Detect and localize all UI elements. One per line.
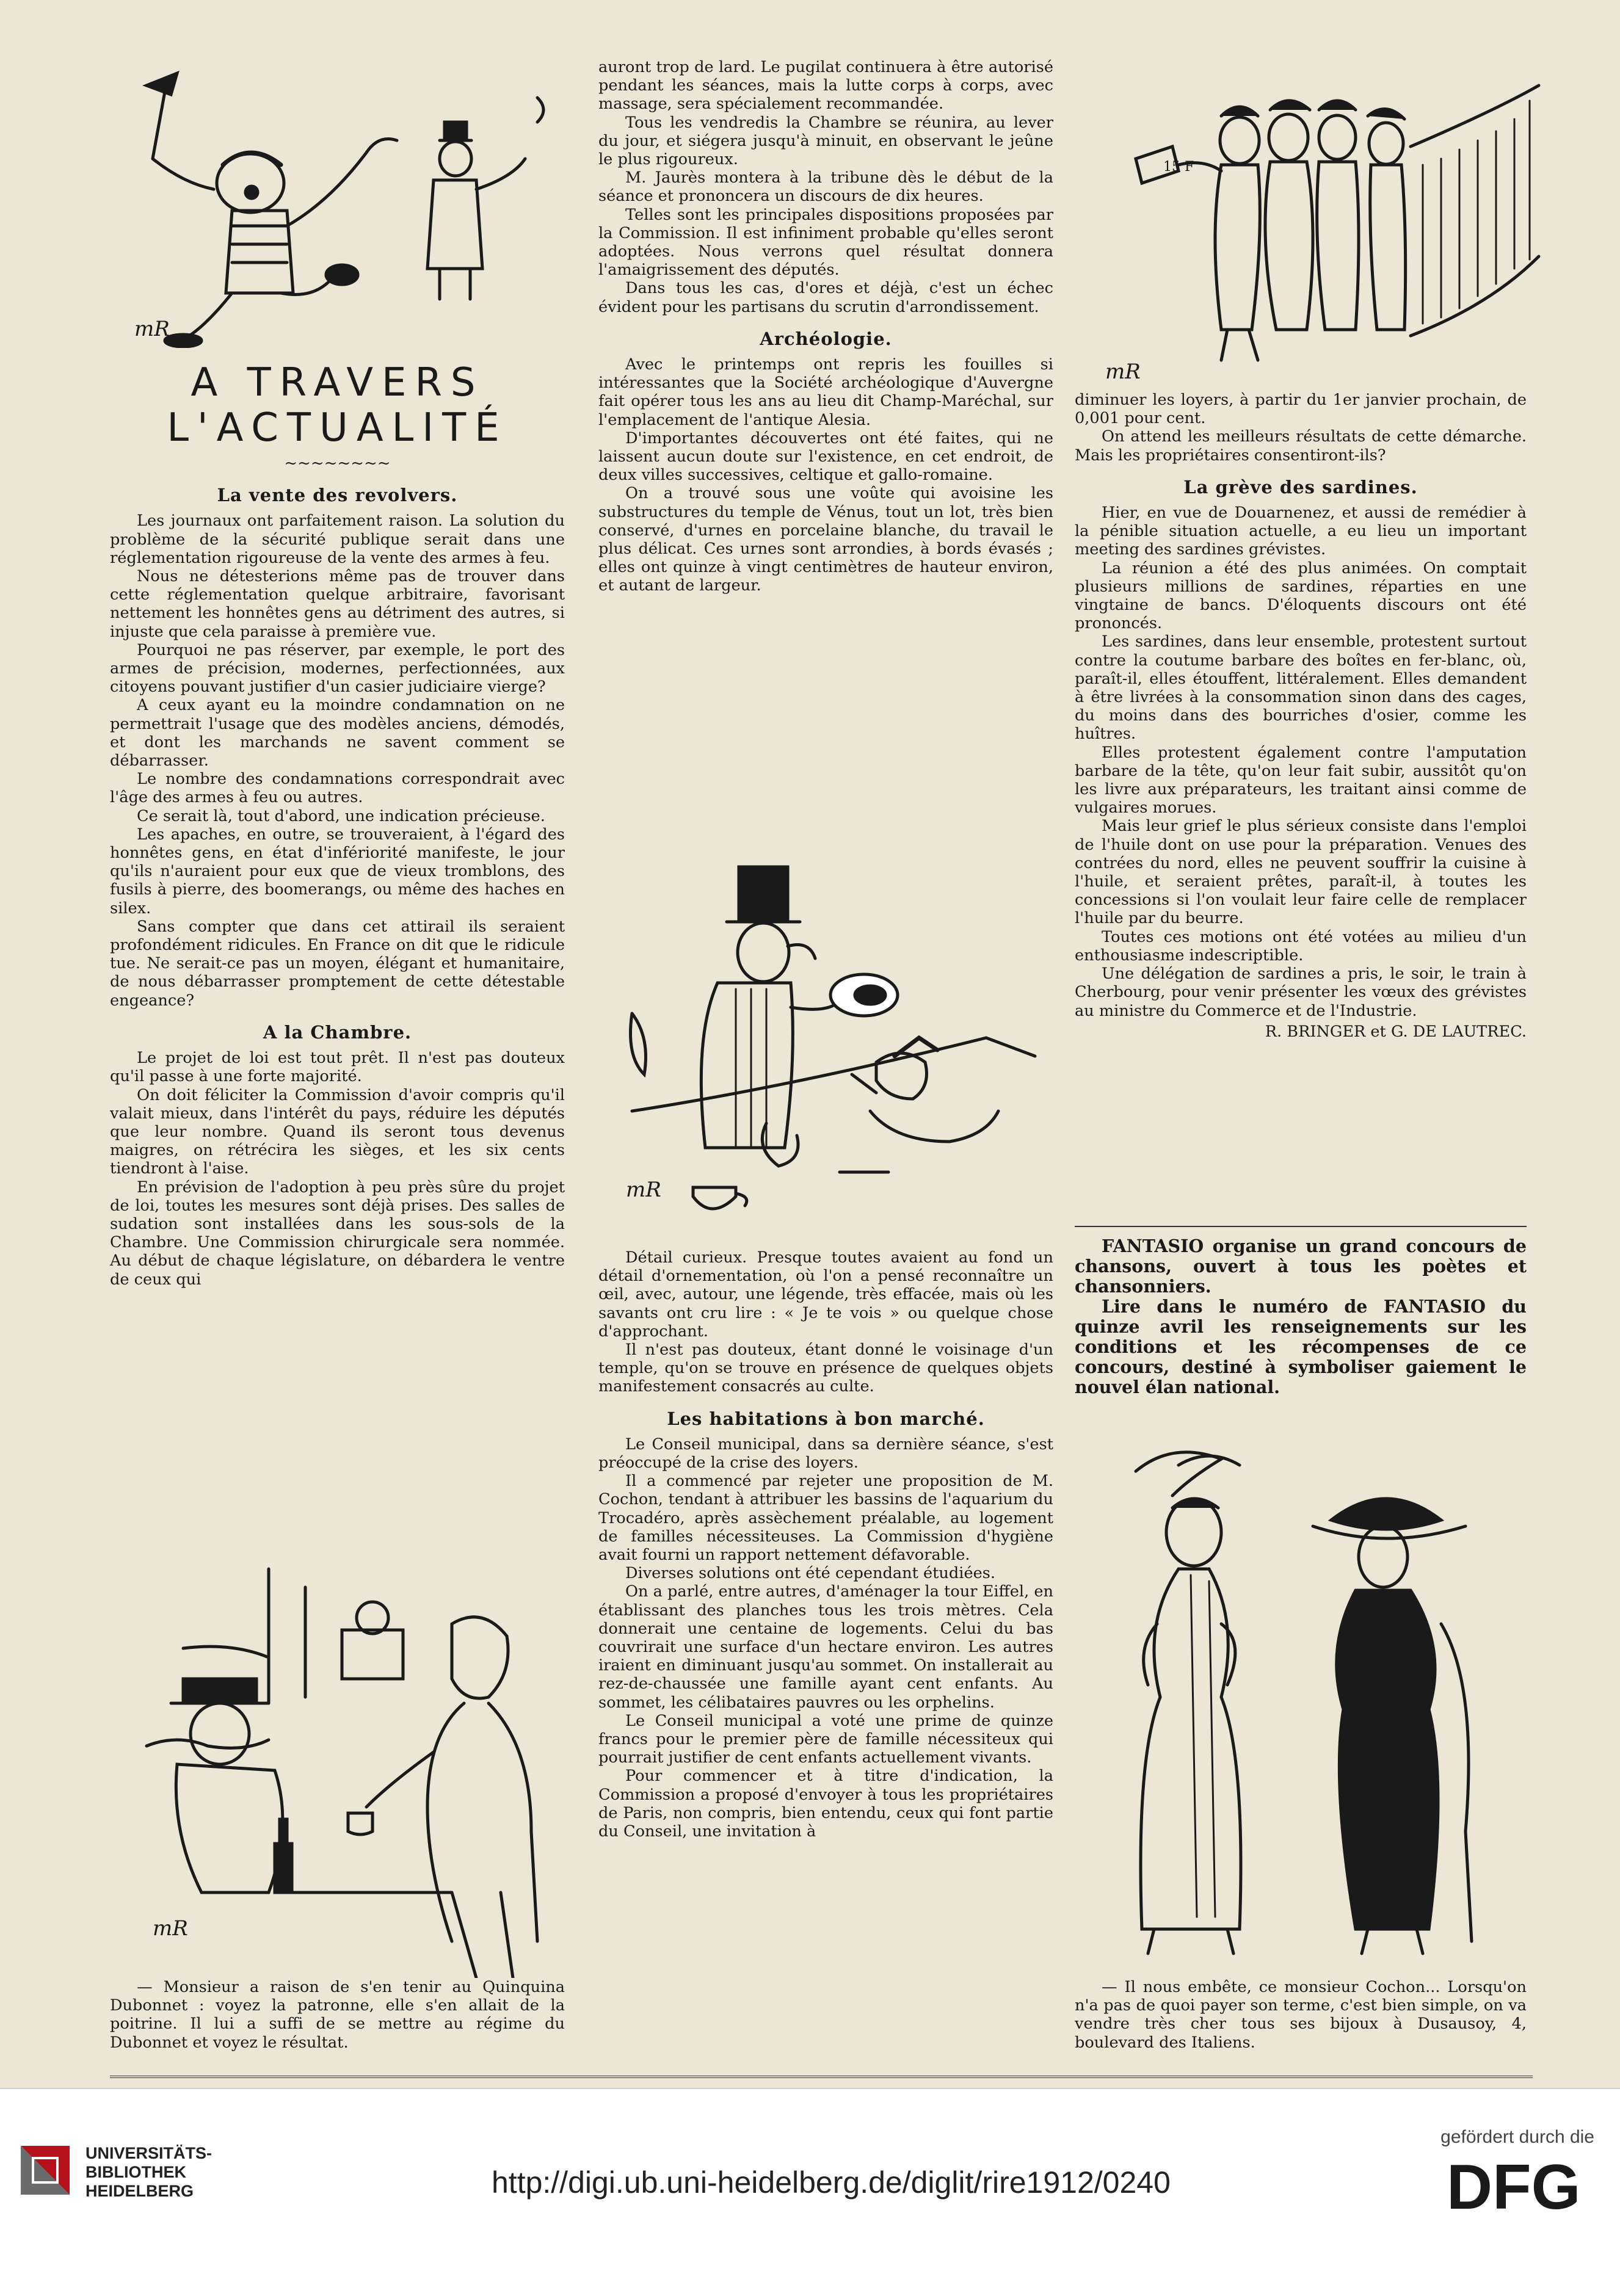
paragraph: Il a commencé par rejeter une proposition de M. Cochon, tendant à attribuer les bassins de l'aquarium du Trocadéro, après assèchement préalable, au logement de familles nécessiteuses. La Commission d'hygiène avait fourni un rapport nettement défavorable. bbox=[598, 1472, 1053, 1565]
svg-text:mR: mR bbox=[134, 317, 170, 341]
library-name-line1: UNIVERSITÄTS- bbox=[85, 2144, 212, 2162]
svg-text:mR: mR bbox=[626, 1178, 661, 1202]
section-title-chambre: A la Chambre. bbox=[263, 1021, 412, 1043]
paragraph: Hier, en vue de Douarnenez, et aussi de remédier à la pénible situation actuelle, a eu lieu un important meeting des sardines grévistes. bbox=[1075, 504, 1527, 559]
divider-line bbox=[1075, 1226, 1527, 1227]
page-title-line1: A TRAVERS bbox=[191, 360, 484, 405]
paragraph: Les journaux ont parfaitement raison. La solution du problème de la sécurité publique serait dans une réglementation rigoureuse de la vente des armes à feu. bbox=[110, 512, 565, 567]
source-url-link[interactable]: http://digi.ub.uni-heidelberg.de/diglit/rire1912/0240 bbox=[492, 2165, 1171, 2200]
dfg-logo-text: DFG bbox=[1447, 2155, 1581, 2216]
paragraph: A ceux ayant eu la moindre condamnation on ne permettrait l'usage que des modèles anciens, démodés, et dont les marchands ne savent comment se débarrasser. bbox=[110, 696, 565, 770]
section-title-archeologie: Archéologie. bbox=[760, 328, 892, 349]
paragraph: Tous les vendredis la Chambre se réunira, au lever du jour, et siégera jusqu'à minuit, en observant le jeûne le plus rigoureux. bbox=[598, 113, 1053, 169]
paragraph: On attend les meilleurs résultats de cette démarche. Mais les propriétaires consentiront-ils? bbox=[1075, 427, 1527, 465]
paragraph: Nous ne détesterions même pas de trouver dans cette réglementation quelque arbitraire, favorisant nettement les honnêtes gens au détriment des autres, si injuste que cela paraisse à première vue. bbox=[110, 567, 565, 641]
caption-text: — Monsieur a raison de s'en tenir au Quinquina Dubonnet : voyez la patronne, elle s'en allait de la poitrine. Il lui a suffi de se mettre au régime du Dubonnet et voyez le résultat. bbox=[110, 1978, 565, 2052]
paragraph: Pour commencer et à titre d'indication, la Commission a proposé d'envoyer à tous les propriétaires de Paris, non compris, bien entendu, ceux qui font partie du Conseil, une invitation à bbox=[598, 1767, 1053, 1841]
illustration-queue bbox=[1099, 73, 1551, 391]
paragraph: On doit féliciter la Commission d'avoir compris qu'il valait mieux, dans l'intérêt du pays, réduire les députés que leur nombre. Quand ils seront tous devenus maigres, on rétrécira les sièges, et les six cents tiendront à l'aise. bbox=[110, 1085, 565, 1178]
paragraph: En prévision de l'adoption à peu près sûre du projet de loi, toutes les mesures sont déjà prises. Des salles de sudation sont installées dans les sous-sols de la Chambre. Une Commission chirurgicale sera nommée. Au début de chaque législature, on débardera le ventre de ceux qui bbox=[110, 1178, 565, 1289]
digitization-footer bbox=[0, 2088, 1620, 2296]
paragraph: M. Jaurès montera à la tribune dès le début de la séance et prononcera un discours de dix heures. bbox=[598, 168, 1053, 206]
paragraph: Dans tous les cas, d'ores et déjà, c'est un échec évident pour les partisans du scrutin d'arrondissement. bbox=[598, 279, 1053, 316]
paragraph: Diverses solutions ont été cependant étudiées. bbox=[625, 1564, 996, 1583]
paragraph: Telles sont les principales dispositions proposées par la Commission. Il est infiniment probable qu'elles seront adoptées. Nous verrons quel résultat donnera l'amaigrissement des députés. bbox=[598, 205, 1053, 280]
section-title-habitations: Les habitations à bon marché. bbox=[667, 1408, 985, 1429]
paragraph: Les sardines, dans leur ensemble, protestent surtout contre la coutume barbare des boîtes en fer-blanc, où, paraît-il, elles étouffent, littéralement. Elles demandent à être livrées à la consommation sinon dans des cages, du moins dans des bourriches d'osier, comme les huîtres. bbox=[1075, 632, 1527, 744]
paragraph: Mais leur grief le plus sérieux consiste dans l'emploi de l'huile dont on use pour la préparation. Venues des contrées du nord, elles ne peuvent souffrir la cuisine à l'huile, et seraient prêtes, paraît-il, à toutes les concessions si l'on voulait leur faire celle de remplacer l'huile par du beurre. bbox=[1075, 817, 1527, 928]
paragraph: Une délégation de sardines a pris, le soir, le train à Cherbourg, pour venir présenter les vœux des grévistes au ministre du Commerce et de l'Industrie. bbox=[1075, 965, 1527, 1020]
article-signature: R. BRINGER et G. DE LAUTREC. bbox=[1265, 1022, 1527, 1041]
paragraph: Il n'est pas douteux, étant donné le voisinage d'un temple, qu'on se trouve en présence de quelques objets manifestement consacrés au culte. bbox=[598, 1341, 1053, 1396]
university-logo-icon bbox=[21, 2146, 70, 2195]
paragraph: auront trop de lard. Le pugilat continuera à être autorisé pendant les séances, mais la lutte corps à corps, avec massage, sera spécialement recommandée. bbox=[598, 58, 1053, 114]
illustration-bar-scene bbox=[110, 1551, 565, 1978]
paragraph: Détail curieux. Presque toutes avaient au fond un détail d'ornementation, où l'on a pensé reconnaître un œil, avec, autour, une légende, très effacée, mais où les savants ont cru lire : « Je te vois » ou quelque chose d'approchant. bbox=[598, 1248, 1053, 1341]
notice-paragraph: FANTASIO organise un grand concours de chansons, ouvert à tous les poètes et chansonniers. bbox=[1075, 1236, 1527, 1297]
column-middle-bottom bbox=[598, 1248, 1053, 1841]
bill-label: 15 F bbox=[1163, 159, 1194, 175]
paragraph: Pourquoi ne pas réserver, par exemple, le port des armes de précision, modernes, perfectionnées, aux citoyens pouvant justifier d'un casier judiciaire vierge? bbox=[110, 640, 565, 697]
page-title-line2: L'ACTUALITÉ bbox=[167, 405, 508, 451]
library-name-line2: BIBLIOTHEK bbox=[85, 2163, 186, 2181]
paragraph: Le Conseil municipal, dans sa dernière séance, s'est préoccupé de la crise des loyers. bbox=[598, 1435, 1053, 1472]
column-middle-top bbox=[598, 58, 1053, 595]
paragraph: Le projet de loi est tout prêt. Il n'est pas douteux qu'il passe à une forte majorité. bbox=[110, 1049, 565, 1086]
notice-paragraph: Lire dans le numéro de FANTASIO du quinze avril les renseignements sur les conditions et les récompenses de ce concours, destiné à symboliser gaiement le nouvel élan national. bbox=[1075, 1296, 1527, 1397]
caption-left bbox=[110, 1978, 565, 2052]
footer-divider bbox=[0, 2088, 1620, 2089]
illustration-two-ladies bbox=[1099, 1441, 1527, 1966]
paragraph: Le nombre des condamnations correspondrait avec l'âge des armes à feu ou autres. bbox=[110, 770, 565, 807]
paragraph: Le Conseil municipal a voté une prime de quinze francs pour le premier père de famille nécessiteux qui pourrait justifier de cent enfants actuellement vivants. bbox=[598, 1711, 1053, 1767]
bottom-rule bbox=[110, 2076, 1533, 2078]
paragraph: Sans compter que dans cet attirail ils seraient profondément ridicules. En France on dit que le ridicule tue. Ne serait-ce pas un moyen, élégant et humanitaire, de nous débarrasser promptement de cette détestable engeance? bbox=[110, 917, 565, 1010]
paragraph: diminuer les loyers, à partir du 1er janvier prochain, de 0,001 pour cent. bbox=[1075, 391, 1527, 428]
paragraph: D'importantes découvertes ont été faites, qui ne laissent aucun doute sur l'existence, en cet endroit, de deux villes successives, celtique et gallo-romaine. bbox=[598, 429, 1053, 485]
paragraph: Les apaches, en outre, se trouveraient, à l'égard des honnêtes gens, en état d'infériorité manifeste, le jour qu'ils n'auraient pour eux que de vieux tromblons, des fusils à pierre, des boomerangs, ou même des haches en silex. bbox=[110, 825, 565, 918]
fantasio-notice bbox=[1075, 1236, 1527, 1397]
funded-by-label: gefördert durch die bbox=[1440, 2127, 1594, 2147]
caption-right bbox=[1075, 1978, 1527, 2052]
library-name-line3: HEIDELBERG bbox=[85, 2182, 194, 2200]
paragraph: Toutes ces motions ont été votées au milieu d'un enthousiasme indescriptible. bbox=[1075, 927, 1527, 965]
title-ornament: ~~~~~~~~ bbox=[284, 454, 391, 473]
paragraph: On a parlé, entre autres, d'aménager la tour Eiffel, en établissant des planches tous les trois mètres. Cela donnerait une centaine de logements. Celui du bas couvrirait une surface d'un hectare environ. Les autres iraient en diminuant jusqu'au sommet. On installerait au rez-de-chaussée une famille ayant cent enfants. Au sommet, les célibataires pauvres ou les orphelins. bbox=[598, 1582, 1053, 1712]
paragraph: Avec le printemps ont repris les fouilles si intéressantes que la Société archéologique d'Auvergne fait opérer tous les ans au lieu dit Champ-Maréchal, sur l'emplacement de l'antique Alesia. bbox=[598, 355, 1053, 429]
illustration-archaeologist bbox=[608, 855, 1047, 1233]
dfg-logo-icon bbox=[1447, 2155, 1599, 2216]
column-right-top bbox=[1075, 391, 1527, 1041]
column-left bbox=[110, 360, 565, 1289]
caption-text: — Il nous embête, ce monsieur Cochon... Lorsqu'on n'a pas de quoi payer son terme, c'est bien simple, on va vendre très cher tous ses bijoux à Dusausoy, 4, boulevard des Italiens. bbox=[1075, 1978, 1527, 2052]
paragraph: Elles protestent également contre l'amputation barbare de la tête, qu'on leur fait subir, aussitôt qu'on les livre aux préparateurs, les traitant ainsi comme de vulgaires morues. bbox=[1075, 743, 1527, 817]
paragraph: Ce serait là, tout d'abord, une indication précieuse. bbox=[137, 806, 545, 825]
paragraph: La réunion a été des plus animées. On comptait plusieurs millions de sardines, réparties en une vingtaine de bancs. D'éloquents discours ont été prononcés. bbox=[1075, 559, 1527, 633]
svg-text:mR: mR bbox=[153, 1916, 188, 1941]
library-name bbox=[85, 2144, 212, 2201]
paragraph: On a trouvé sous une voûte qui avoisine les substructures du temple de Vénus, tout un lot, très bien conservé, d'urnes en porcelaine blanche, du travail le plus délicat. Ces urnes sont arrondies, à bords évasés ; elles ont quinze à vingt centimètres de hauteur environ, et autant de largeur. bbox=[598, 484, 1053, 595]
illustration-dancing-man bbox=[110, 67, 574, 348]
artist-signature: mR bbox=[1105, 360, 1141, 384]
section-title-revolvers: La vente des revolvers. bbox=[217, 485, 458, 506]
section-title-sardines: La grève des sardines. bbox=[1183, 476, 1418, 498]
